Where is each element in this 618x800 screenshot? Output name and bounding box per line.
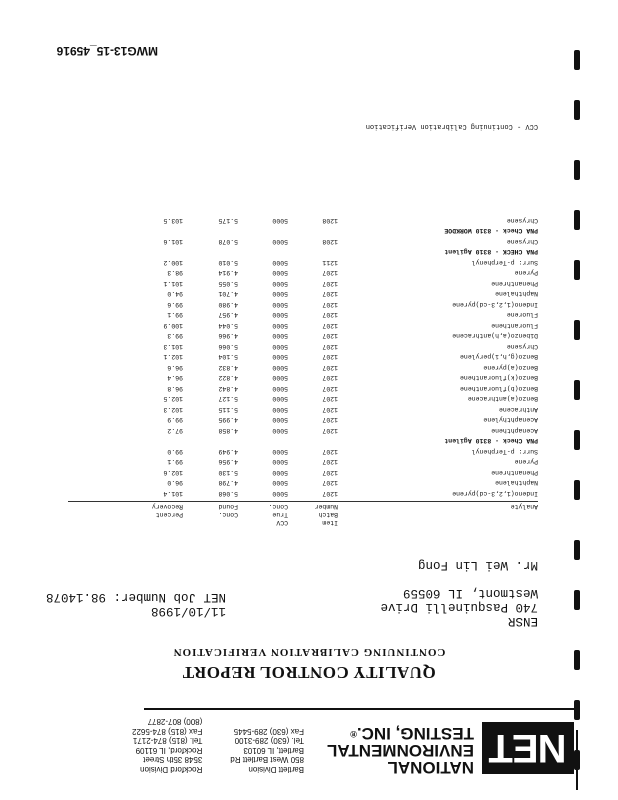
cell-rec: 102.5 — [163, 395, 183, 403]
cell-rec: 99.0 — [167, 448, 183, 455]
job-number: NET Job Number: 98.14078 — [45, 590, 226, 604]
cell-found: 5.068 — [218, 490, 238, 497]
cell-analyte: Naphthalene — [495, 479, 538, 487]
cell-rec: 101.1 — [163, 280, 183, 287]
cell-batch: 1207 — [322, 322, 338, 329]
cell-rec: 96.8 — [167, 385, 183, 392]
division-line: (800) 807-2877 — [147, 717, 203, 727]
cell-batch: 1207 — [322, 311, 338, 319]
job-info — [46, 590, 226, 618]
table-row — [68, 362, 538, 373]
cell-batch: 1207 — [322, 332, 338, 340]
cell-analyte: Chrysene — [506, 343, 538, 350]
cell-true: 5000 — [272, 332, 288, 340]
cell-rec: 94.0 — [167, 290, 183, 298]
cell-analyte: PNA Check - 8310 Agilent — [444, 437, 538, 445]
cell-batch: 1207 — [322, 469, 338, 476]
table-row — [68, 299, 538, 310]
cell-batch: 1207 — [322, 269, 338, 277]
cell-found: 5.175 — [218, 217, 238, 224]
table-row — [68, 236, 538, 247]
cell-true: 5000 — [272, 301, 288, 308]
cell-found: 4.949 — [218, 448, 238, 455]
division-bartlett — [230, 717, 304, 774]
cell-true: 5000 — [272, 406, 288, 413]
header-batch: Item Batch Number — [288, 502, 338, 526]
cell-analyte: Benzo(k)fluoranthene — [459, 374, 538, 382]
binder-mark — [574, 160, 580, 180]
cell-true: 5000 — [272, 395, 288, 403]
logo-text: NET — [489, 726, 567, 771]
client-name: ENSR — [507, 614, 538, 628]
cell-true: 5000 — [272, 416, 288, 424]
division-line: Tel. (630) 289-3100 — [234, 736, 304, 746]
cell-found: 5.066 — [218, 343, 238, 350]
cell-batch: 1211 — [322, 259, 338, 266]
cell-true: 5000 — [272, 353, 288, 361]
cell-analyte: Phenanthrene — [491, 280, 538, 287]
cell-analyte: Fluoranthene — [491, 322, 538, 329]
cell-found: 4.980 — [218, 301, 238, 308]
cell-found: 5.078 — [218, 238, 238, 245]
division-addresses — [132, 717, 304, 774]
cell-true: 5000 — [272, 269, 288, 277]
division-line: 850 West Bartlett Rd — [230, 755, 304, 765]
client-address-1: 740 Pasquinelli Drive — [380, 600, 538, 614]
header-rule — [144, 708, 574, 710]
cell-rec: 97.2 — [167, 427, 183, 434]
ccv-table — [68, 215, 538, 539]
division-rockford — [132, 717, 202, 774]
cell-rec: 103.5 — [163, 217, 183, 224]
table-row — [68, 425, 538, 436]
cell-analyte: Indeno(1,2,3-cd)pyrene — [452, 490, 538, 497]
table-row — [68, 320, 538, 331]
cell-analyte: Chrysene — [506, 238, 538, 245]
binder-mark — [574, 380, 580, 400]
cell-analyte: Anthracene — [498, 406, 538, 413]
table-row — [68, 215, 538, 226]
cell-analyte: Surr: p-Terphenyl — [471, 259, 538, 266]
cell-rec: 101.6 — [163, 238, 183, 245]
cell-found: 4.956 — [218, 458, 238, 466]
cell-found: 4.798 — [218, 479, 238, 487]
cell-analyte: Surr: p-Terphenyl — [471, 448, 538, 455]
client-address — [380, 558, 538, 628]
header-item: Item — [322, 519, 338, 526]
table-row — [68, 278, 538, 289]
cell-batch: 1207 — [322, 427, 338, 434]
header-analyte: Analyte — [510, 503, 538, 510]
cell-batch: 1207 — [322, 395, 338, 403]
division-name: Bartlett Division — [248, 765, 304, 774]
cell-found: 5.130 — [218, 469, 238, 476]
table-row — [68, 257, 538, 268]
cell-true: 5000 — [272, 385, 288, 392]
cell-batch: 1207 — [322, 490, 338, 497]
company-line-3: TESTING, INC.® — [350, 724, 474, 743]
client-address-2: Westmont, IL 60559 — [402, 586, 538, 600]
header-recovery: Percent Recovery — [151, 503, 183, 518]
cell-found: 4.832 — [218, 364, 238, 371]
table-row — [68, 404, 538, 415]
table-section-row — [68, 225, 538, 236]
cell-rec: 102.6 — [163, 469, 183, 476]
cell-found: 5.127 — [218, 395, 238, 403]
table-row — [68, 330, 538, 341]
table-row — [68, 467, 538, 478]
cell-batch: 1207 — [322, 385, 338, 392]
cell-batch: 1207 — [322, 374, 338, 382]
cell-batch: 1207 — [322, 416, 338, 424]
cell-analyte: Indeno(1,2,3-cd)pyrene — [452, 301, 538, 308]
header-true-conc: CCV True Conc. — [238, 502, 288, 526]
cell-rec: 100.9 — [163, 322, 183, 329]
table-row — [68, 446, 538, 457]
cell-true: 5000 — [272, 448, 288, 455]
cell-true: 5000 — [272, 259, 288, 266]
table-row — [68, 456, 538, 467]
cell-analyte: Acenaphthene — [491, 427, 538, 434]
cell-true: 5000 — [272, 290, 288, 298]
cell-true: 5000 — [272, 427, 288, 434]
binder-mark — [574, 430, 580, 450]
cell-batch: 1208 — [322, 238, 338, 245]
client-attention: Mr. Wei Lin Fong — [417, 558, 538, 572]
binder-mark — [574, 100, 580, 120]
binder-mark — [574, 260, 580, 280]
report-title: QUALITY CONTROL REPORT — [182, 663, 436, 682]
cell-found: 5.044 — [218, 322, 238, 329]
cell-true: 5000 — [272, 364, 288, 371]
cell-found: 4.822 — [218, 374, 238, 382]
table-section-row — [68, 435, 538, 446]
cell-found: 4.701 — [218, 290, 238, 298]
header-ccv: CCV — [276, 519, 288, 526]
cell-found: 5.010 — [218, 259, 238, 266]
cell-rec: 101.3 — [163, 343, 183, 350]
cell-analyte: Benzo(b)fluoranthene — [459, 385, 538, 392]
table-row — [68, 488, 538, 499]
cell-found: 4.995 — [218, 416, 238, 424]
table-row — [68, 393, 538, 404]
table-row — [68, 309, 538, 320]
binder-mark — [574, 320, 580, 340]
cell-rec: 99.1 — [167, 458, 183, 466]
table-row — [68, 477, 538, 488]
cell-batch: 1208 — [322, 217, 338, 224]
cell-rec: 102.1 — [163, 353, 183, 361]
table-row — [68, 414, 538, 425]
cell-found: 4.842 — [218, 385, 238, 392]
cell-rec: 99.1 — [167, 311, 183, 319]
table-section-row — [68, 246, 538, 257]
cell-analyte: Pyrene — [514, 458, 538, 466]
cell-analyte: Benzo(g,h,i)perylene — [459, 353, 538, 361]
cell-batch: 1207 — [322, 448, 338, 455]
cell-found: 4.966 — [218, 332, 238, 340]
document-id: MWG13-15_45916 — [56, 44, 158, 58]
cell-true: 5000 — [272, 479, 288, 487]
binder-mark — [574, 700, 580, 720]
footer-note: CCV - Continuing Calibration Verification — [365, 122, 538, 130]
cell-batch: 1207 — [322, 301, 338, 308]
cell-found: 4.914 — [218, 269, 238, 277]
cell-analyte: PNA CHECK - 8310 Agilent — [444, 248, 538, 256]
cell-rec: 99.9 — [167, 416, 183, 424]
division-line: Fax (815) 874-5622 — [132, 727, 203, 736]
cell-rec: 102.3 — [163, 406, 183, 413]
cell-rec: 99.6 — [167, 301, 183, 308]
table-header — [68, 501, 538, 538]
table-row — [68, 267, 538, 278]
cell-batch: 1207 — [322, 406, 338, 413]
division-line: Rockford, IL 61109 — [135, 746, 203, 755]
cell-analyte: Benzo(a)anthracene — [467, 395, 538, 403]
table-row — [68, 383, 538, 394]
cell-true: 5000 — [272, 374, 288, 382]
division-line: 3548 35th Street — [143, 755, 203, 765]
cell-batch: 1207 — [322, 479, 338, 487]
table-row — [68, 341, 538, 352]
cell-found: 4.957 — [218, 311, 238, 319]
division-line: Bartlett, IL 60103 — [243, 746, 304, 755]
company-line-2: ENVIRONMENTAL — [326, 741, 474, 760]
cell-true: 5000 — [272, 280, 288, 287]
division-line: Tel. (815) 874-2171 — [132, 736, 203, 746]
cell-found: 5.115 — [218, 406, 238, 413]
cell-batch: 1207 — [322, 353, 338, 361]
binder-mark — [574, 480, 580, 500]
cell-true: 5000 — [272, 217, 288, 224]
cell-analyte: Acenaphthylene — [483, 416, 538, 424]
cell-true: 5000 — [272, 458, 288, 466]
header-found-conc: Conc. Found — [218, 503, 238, 518]
division-name: Rockford Division — [140, 765, 203, 774]
cell-rec: 99.3 — [167, 332, 183, 340]
cell-batch: 1207 — [322, 280, 338, 287]
cell-true: 5000 — [272, 311, 288, 319]
cell-rec: 96.4 — [167, 374, 183, 382]
net-logo — [482, 722, 574, 774]
cell-rec: 101.4 — [163, 490, 183, 497]
table-row — [68, 351, 538, 362]
table-body — [68, 215, 538, 499]
company-line-1: NATIONAL — [387, 758, 474, 777]
binder-mark — [574, 210, 580, 230]
cell-found: 4.858 — [218, 427, 238, 434]
cell-analyte: PNA Check - 8310 WORKDOE — [444, 227, 538, 235]
cell-batch: 1207 — [322, 343, 338, 350]
binder-mark — [574, 590, 580, 610]
cell-found: 5.104 — [218, 353, 238, 361]
cell-found: 5.055 — [218, 280, 238, 287]
cell-true: 5000 — [272, 343, 288, 350]
table-row — [68, 372, 538, 383]
cell-true: 5000 — [272, 238, 288, 245]
report-subtitle: CONTINUING CALIBRATION VERIFICATION — [172, 646, 446, 658]
cell-rec: 96.0 — [167, 479, 183, 487]
cell-analyte: Pyrene — [514, 269, 538, 277]
binder-mark — [574, 50, 580, 70]
binder-mark — [574, 650, 580, 670]
cell-rec: 100.2 — [163, 259, 183, 266]
cell-analyte: Naphthalene — [495, 290, 538, 298]
cell-true: 5000 — [272, 469, 288, 476]
cell-true: 5000 — [272, 322, 288, 329]
table-row — [68, 288, 538, 299]
division-line: Fax (630) 289-5445 — [233, 727, 304, 736]
letterhead — [34, 700, 574, 780]
binder-mark — [574, 540, 580, 560]
binder-mark — [574, 750, 580, 770]
cell-batch: 1207 — [322, 290, 338, 298]
cell-batch: 1207 — [322, 364, 338, 371]
cell-analyte: Phenanthrene — [491, 469, 538, 476]
company-name — [327, 725, 474, 776]
cell-true: 5000 — [272, 490, 288, 497]
registered-mark: ® — [350, 729, 357, 739]
report-date: 11/10/1998 — [150, 604, 226, 618]
cell-analyte: Benzo(a)pyrene — [483, 364, 538, 371]
cell-analyte: Fluorene — [506, 311, 538, 319]
cell-analyte: Dibenzo(a,h)anthracene — [452, 332, 538, 340]
cell-rec: 98.3 — [167, 269, 183, 277]
cell-rec: 96.6 — [167, 364, 183, 371]
cell-analyte: Chrysene — [506, 217, 538, 224]
cell-batch: 1207 — [322, 458, 338, 466]
